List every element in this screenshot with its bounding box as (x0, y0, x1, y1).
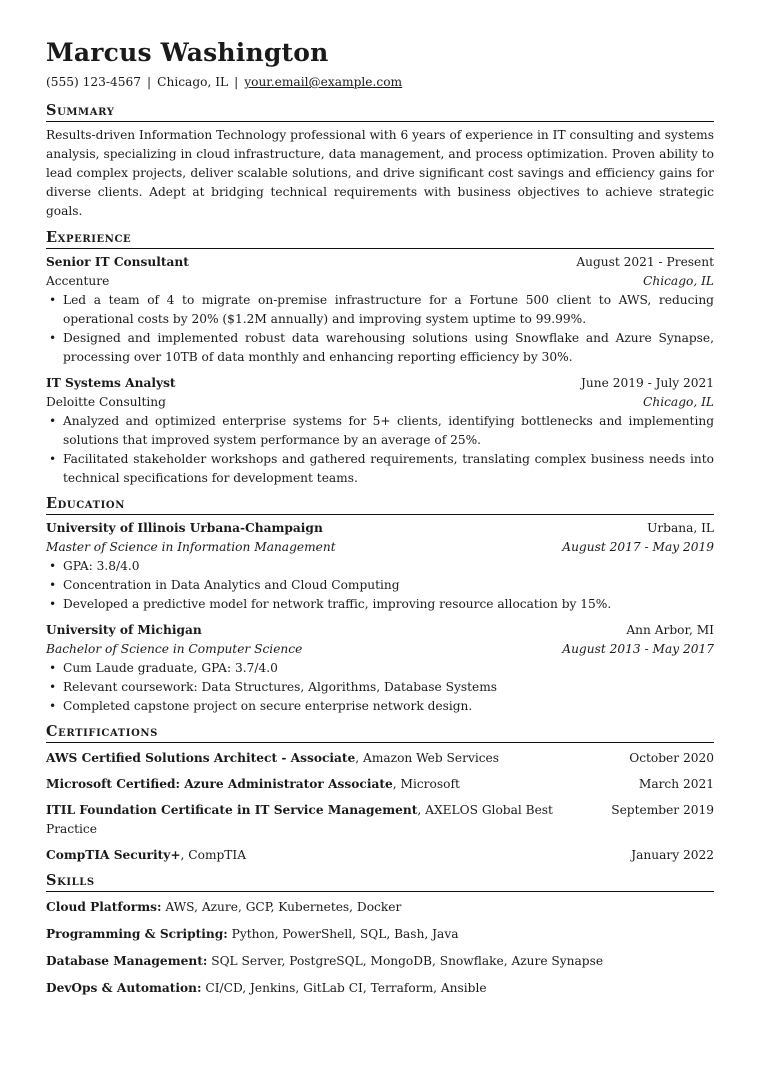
job-location: Chicago, IL (643, 274, 714, 288)
job-company: Accenture (46, 274, 110, 288)
job-entry (46, 374, 714, 488)
location: Chicago, IL (157, 75, 229, 89)
school-location: Urbana, IL (647, 521, 714, 535)
education-bullet: • Concentration in Data Analytics and Cloud Computing (63, 576, 714, 595)
education-bullet: • Completed capstone project on secure enterprise network design. (63, 697, 714, 716)
contact-line (46, 74, 714, 90)
certification-issuer: , Amazon Web Services (355, 751, 500, 765)
skill-value: Python, PowerShell, SQL, Bash, Java (227, 927, 459, 941)
contact-separator: | (147, 75, 152, 89)
certification-date: January 2022 (631, 848, 714, 862)
school-name: University of Michigan (46, 623, 202, 637)
degree-name: Master of Science in Information Management (46, 540, 336, 554)
education-entry (46, 621, 714, 716)
school-name: University of Illinois Urbana-Champaign (46, 521, 323, 535)
skills-section (46, 872, 714, 998)
certification-issuer: , Microsoft (392, 777, 460, 791)
job-dates: June 2019 - July 2021 (581, 376, 714, 390)
skill-row (46, 952, 714, 971)
skill-value: SQL Server, PostgreSQL, MongoDB, Snowflake, Azure Synapse (207, 954, 604, 968)
certification-date: March 2021 (638, 777, 714, 791)
section-title-summary: Summary (46, 102, 714, 122)
section-title-certifications: Certifications (46, 723, 714, 743)
certification-name: AWS Certified Solutions Architect - Associate (46, 751, 356, 765)
skill-value: CI/CD, Jenkins, GitLab CI, Terraform, Ansible (201, 981, 487, 995)
job-bullet: • Led a team of 4 to migrate on-premise infrastructure for a Fortune 500 client to AWS, reducing operational costs by 20% ($1.2M annually) and improving system uptime to 99.99%. (63, 291, 714, 329)
summary-text: Results-driven Information Technology professional with 6 years of experience in IT consulting and systems analysis, specializing in cloud infrastructure, data management, and process optimization. Proven ability to lead complex projects, deliver scalable solutions, and drive significant cost savings and efficiency gains for diverse clients. Adept at bridging technical requirements with business objectives to achieve strategic goals. (46, 128, 714, 218)
job-role: IT Systems Analyst (46, 376, 176, 390)
skill-label: Programming & Scripting: (46, 927, 228, 941)
section-title-education: Education (46, 495, 714, 515)
job-role: Senior IT Consultant (46, 255, 189, 269)
section-title-skills: Skills (46, 872, 714, 892)
job-dates: August 2021 - Present (576, 255, 714, 269)
job-location: Chicago, IL (643, 395, 714, 409)
certification-item (46, 775, 714, 794)
section-title-experience: Experience (46, 229, 714, 249)
candidate-name: Marcus Washington (46, 38, 329, 67)
job-bullet: • Designed and implemented robust data warehousing solutions using Snowflake and Azure Synapse, processing over 10TB of data monthly and enhancing reporting efficiency by 30%. (63, 329, 714, 367)
education-section (46, 495, 714, 716)
certification-issuer: , CompTIA (180, 848, 247, 862)
certification-issuer: , AXELOS Global Best Practice (46, 803, 553, 836)
certification-name: CompTIA Security+ (46, 848, 181, 862)
skill-row (46, 898, 714, 917)
skill-label: DevOps & Automation: (46, 981, 202, 995)
summary-section (46, 102, 714, 221)
skill-value: AWS, Azure, GCP, Kubernetes, Docker (161, 900, 402, 914)
certification-date: September 2019 (611, 803, 714, 817)
education-bullet: • GPA: 3.8/4.0 (63, 557, 714, 576)
experience-section (46, 229, 714, 488)
certification-name: ITIL Foundation Certificate in IT Service Management (46, 803, 418, 817)
job-bullet: • Analyzed and optimized enterprise systems for 5+ clients, identifying bottlenecks and implementing solutions that improved system performance by an average of 25%. (63, 412, 714, 450)
certification-name: Microsoft Certified: Azure Administrator Associate (46, 777, 393, 791)
certification-date: October 2020 (629, 751, 714, 765)
skill-row (46, 925, 714, 944)
school-location: Ann Arbor, MI (626, 623, 714, 637)
degree-name: Bachelor of Science in Computer Science (46, 642, 303, 656)
education-dates: August 2017 - May 2019 (562, 540, 714, 554)
contact-separator: | (234, 75, 239, 89)
education-entry (46, 519, 714, 614)
skill-row (46, 979, 714, 998)
email-link[interactable]: your.email@example.com (244, 75, 403, 89)
certification-item (46, 749, 714, 768)
job-entry (46, 253, 714, 367)
skill-label: Cloud Platforms: (46, 900, 162, 914)
certifications-section (46, 723, 714, 865)
certification-item (46, 801, 714, 839)
education-bullet: • Cum Laude graduate, GPA: 3.7/4.0 (63, 659, 714, 678)
job-company: Deloitte Consulting (46, 395, 166, 409)
certification-item (46, 846, 714, 865)
job-bullet: • Facilitated stakeholder workshops and gathered requirements, translating complex business needs into technical specifications for development teams. (63, 450, 714, 488)
skill-label: Database Management: (46, 954, 208, 968)
education-bullet: • Developed a predictive model for network traffic, improving resource allocation by 15%. (63, 595, 714, 614)
education-bullet: • Relevant coursework: Data Structures, Algorithms, Database Systems (63, 678, 714, 697)
phone-number: (555) 123-4567 (46, 75, 142, 89)
education-dates: August 2013 - May 2017 (562, 642, 714, 656)
resume-page (46, 36, 714, 1006)
